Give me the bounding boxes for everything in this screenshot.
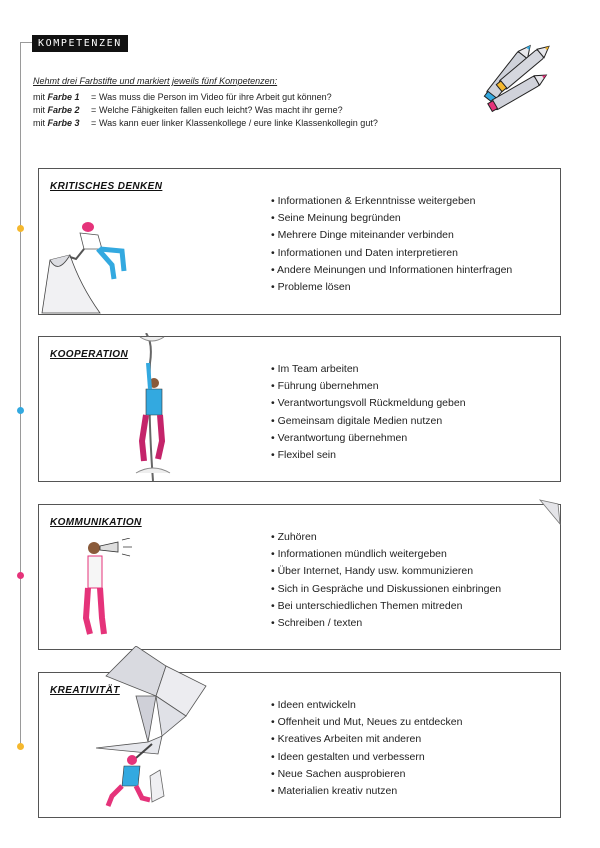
list-item: • Führung übernehmen [271, 378, 466, 395]
colored-pencils-icon [472, 34, 558, 116]
list-item: • Im Team arbeiten [271, 361, 466, 378]
list-item: • Verantwortung übernehmen [271, 430, 466, 447]
list-item: • Über Internet, Handy usw. kommunizieren [271, 563, 501, 580]
section-heading: KRITISCHES DENKEN [50, 181, 163, 192]
instruction-line-1 [33, 92, 332, 102]
competency-list [271, 697, 462, 800]
instruction-question: Was muss die Person im Video für ihre Arbeit gut können? [99, 92, 332, 102]
section-heading: KOMMUNIKATION [50, 517, 142, 528]
timeline-dot-creativity [17, 743, 24, 750]
list-item: • Andere Meinungen und Informationen hinterfragen [271, 262, 512, 279]
list-item: • Informationen & Erkenntnisse weitergeben [271, 193, 512, 210]
list-item: • Flexibel sein [271, 447, 466, 464]
list-item: • Kreatives Arbeiten mit anderen [271, 731, 462, 748]
instruction-color-label: Farbe 2 [47, 105, 80, 115]
list-item: • Zuhören [271, 529, 501, 546]
list-item: • Bei unterschiedlichen Themen mitreden [271, 598, 501, 615]
instruction-eq: = [91, 118, 97, 128]
section-heading: KREATIVITÄT [50, 685, 120, 696]
list-item: • Seine Meinung begründen [271, 210, 512, 227]
instruction-eq: = [91, 92, 97, 102]
torn-corner-decoration [538, 498, 562, 528]
competency-list [271, 193, 512, 296]
timeline-tick [20, 42, 32, 43]
section-card-cooperation [38, 336, 561, 482]
list-item: • Sich in Gespräche und Diskussionen einbringen [271, 581, 501, 598]
instruction-prefix: mit [33, 92, 45, 102]
instruction-prefix: mit [33, 105, 45, 115]
list-item: • Neue Sachen ausprobieren [271, 766, 462, 783]
list-item: • Informationen mündlich weitergeben [271, 546, 501, 563]
timeline-dot-cooperation [17, 407, 24, 414]
instruction-question: Welche Fähigkeiten fallen euch leicht? Was macht ihr gerne? [99, 105, 343, 115]
instruction-eq: = [91, 105, 97, 115]
list-item: • Schreiben / texten [271, 615, 501, 632]
list-item: • Offenheit und Mut, Neues zu entdecken [271, 714, 462, 731]
list-item: • Ideen entwickeln [271, 697, 462, 714]
list-item: • Probleme lösen [271, 279, 512, 296]
timeline-dot-critical [17, 225, 24, 232]
competency-list [271, 529, 501, 632]
section-heading: KOOPERATION [50, 349, 129, 360]
timeline-line [20, 42, 21, 749]
page-title: KOMPETENZEN [32, 35, 128, 52]
timeline-dot-communication [17, 572, 24, 579]
list-item: • Ideen gestalten und verbessern [271, 749, 462, 766]
list-item: • Verantwortungsvoll Rückmeldung geben [271, 395, 466, 412]
instruction-question: Was kann euer linker Klassenkollege / eure linke Klassenkollegin gut? [99, 118, 378, 128]
person-climbing-origami-figure [96, 646, 226, 816]
list-item: • Materialien kreativ nutzen [271, 783, 462, 800]
instruction-color-label: Farbe 3 [47, 118, 80, 128]
person-climbing-rope-figure [128, 333, 178, 481]
instruction-prefix: mit [33, 118, 45, 128]
list-item: • Mehrere Dinge miteinander verbinden [271, 227, 512, 244]
instruction-color-label: Farbe 1 [47, 92, 80, 102]
instructions-intro: Nehmt drei Farbstifte und markiert jeweils fünf Kompetenzen: [33, 76, 278, 86]
instruction-line-3 [33, 118, 378, 128]
list-item: • Gemeinsam digitale Medien nutzen [271, 413, 466, 430]
person-peeling-paper-figure [40, 215, 140, 315]
instruction-line-2 [33, 105, 343, 115]
person-megaphone-figure [80, 538, 140, 640]
competency-list [271, 361, 466, 464]
list-item: • Informationen und Daten interpretieren [271, 245, 512, 262]
